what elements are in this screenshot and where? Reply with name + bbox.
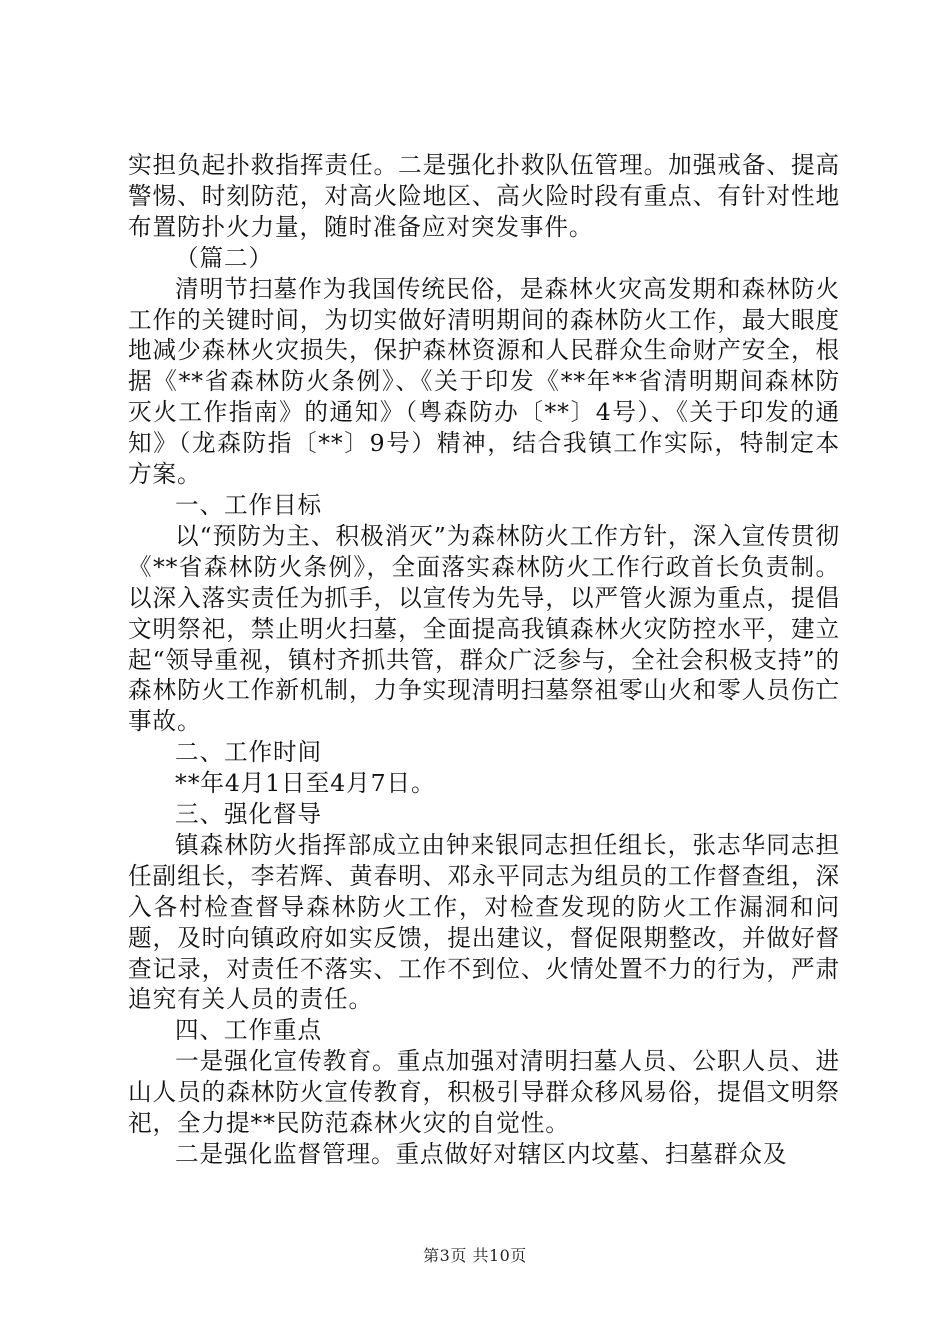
paragraph: （篇二）	[175, 243, 273, 272]
paragraph: 清明节扫墓作为我国传统民俗，是森林火灾高发期和森林防火工作的关键时间，为切实做好清明期间的森林防火工作，最大眼度地减少森林火灾损失，保护森林资源和人民群众生命财产安全，根据《**省森林防火条例》、《关于印发《**年**省清明期间森林防灭火工作指南》的通知》（粤森防办〔**〕4号）、《关于印发的通知》（龙森防指〔**〕9号）精神，结合我镇工作实际，特制定本方案。	[128, 274, 840, 489]
paragraph: 以“预防为主、积极消灭”为森林防火工作方针，深入宣传贯彻《**省森林防火条例》，全面落实森林防火工作行政首长负责制。以深入落实责任为抓手，以宣传为先导，以严管火源为重点，提倡文明祭祀，禁止明火扫墓，全面提高我镇森林火灾防控水平，建立起“领导重视，镇村齐抓共管，群众广泛参与，全社会积极支持”的森林防火工作新机制，力争实现清明扫墓祭祖零山火和零人员伤亡事故。	[128, 521, 840, 736]
paragraph: 四、工作重点	[175, 1016, 322, 1045]
paragraph: **年4月1日至4月7日。	[175, 769, 436, 798]
page-footer: 第3页 共10页	[423, 1246, 527, 1265]
paragraph: 三、强化督导	[175, 800, 322, 829]
paragraph: 实担负起扑救指挥责任。二是强化扑救队伍管理。加强戒备、提高警惕、时刻防范，对高火险地区、高火险时段有重点、有针对性地布置防扑火力量，随时准备应对突发事件。	[128, 151, 840, 241]
document-body	[128, 150, 840, 1170]
paragraph: 一是强化宣传教育。重点加强对清明扫墓人员、公职人员、进山人员的森林防火宣传教育，积极引导群众移风易俗，提倡文明祭祀，全力提**民防范森林火灾的自觉性。	[128, 1047, 840, 1138]
paragraph: 二是强化监督管理。重点做好对辖区内坟墓、扫墓群众及	[175, 1140, 788, 1168]
paragraph: 一、工作目标	[175, 490, 322, 519]
paragraph: 镇森林防火指挥部成立由钟来银同志担任组长，张志华同志担任副组长，李若辉、黄春明、邓永平同志为组员的工作督查组，深入各村检查督导森林防火工作，对检查发现的防火工作漏洞和问题，及时向镇政府如实反馈，提出建议，督促限期整改，并做好督查记录，对责任不落实、工作不到位、火情处置不力的行为，严肃追究有关人员的责任。	[128, 830, 840, 1014]
paragraph: 二、工作时间	[175, 738, 322, 767]
